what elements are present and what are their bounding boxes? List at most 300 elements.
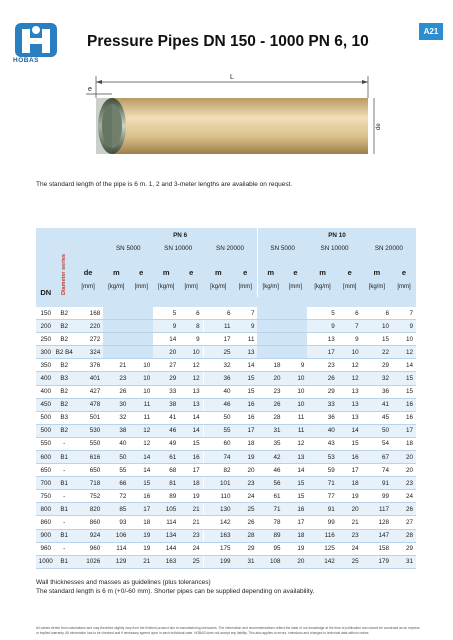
col-unit: [kg/m] — [307, 277, 337, 297]
value-cell: 7 — [338, 320, 362, 333]
table-row — [36, 320, 416, 333]
dn-cell: 500 — [36, 424, 56, 437]
value-cell: 60 — [203, 437, 233, 450]
value-cell: 8 — [179, 320, 203, 333]
value-cell: 19 — [338, 490, 362, 503]
hobas-logo-icon — [14, 21, 58, 61]
value-cell: 10 — [129, 372, 153, 385]
value-cell: 21 — [129, 555, 153, 568]
value-cell: 11 — [203, 320, 233, 333]
brand-name: HOBAS — [13, 57, 39, 64]
table-row — [36, 437, 416, 450]
value-cell: 25 — [203, 346, 233, 359]
value-cell: 50 — [103, 451, 129, 464]
value-cell: 144 — [153, 542, 179, 555]
value-cell: 27 — [153, 359, 179, 372]
value-cell: 16 — [234, 398, 258, 411]
table-row — [36, 451, 416, 464]
value-cell: 179 — [362, 555, 392, 568]
value-cell: 26 — [103, 385, 129, 398]
col-unit: [kg/m] — [362, 277, 392, 297]
value-cell: 20 — [338, 503, 362, 516]
value-cell: 13 — [307, 333, 337, 346]
value-cell: 24 — [392, 490, 416, 503]
dimensions-table — [36, 228, 416, 569]
value-cell: 99 — [362, 490, 392, 503]
value-cell: 89 — [257, 529, 283, 542]
value-cell: 11 — [234, 333, 258, 346]
table-row — [36, 411, 416, 424]
value-cell: 10 — [179, 346, 203, 359]
series-cell: B2 B4 — [56, 346, 73, 359]
value-cell: 28 — [257, 411, 283, 424]
value-cell: 27 — [392, 516, 416, 529]
col-symbol: e — [284, 254, 308, 277]
value-cell: 14 — [153, 333, 179, 346]
value-cell: 19 — [179, 490, 203, 503]
value-cell: 718 — [73, 477, 103, 490]
value-cell: 26 — [234, 516, 258, 529]
value-cell: 20 — [392, 451, 416, 464]
series-cell: B3 — [56, 411, 73, 424]
value-cell: 15 — [284, 490, 308, 503]
value-cell: 32 — [103, 411, 129, 424]
value-cell: 10 — [284, 398, 308, 411]
value-cell: 16 — [234, 411, 258, 424]
value-cell: 105 — [153, 503, 179, 516]
value-cell: 9 — [284, 359, 308, 372]
value-cell: 17 — [234, 424, 258, 437]
value-cell: 31 — [234, 555, 258, 568]
value-cell: 15 — [362, 333, 392, 346]
value-cell: 14 — [129, 451, 153, 464]
value-cell: 324 — [73, 346, 103, 359]
value-cell: 17 — [203, 333, 233, 346]
value-cell — [129, 333, 153, 346]
dn-cell: 250 — [36, 333, 56, 346]
value-cell: 9 — [392, 320, 416, 333]
value-cell: 29 — [153, 372, 179, 385]
value-cell: 19 — [129, 542, 153, 555]
table-row — [36, 516, 416, 529]
value-cell: 12 — [179, 359, 203, 372]
col-symbol: de — [73, 254, 103, 277]
value-cell: 72 — [103, 490, 129, 503]
value-cell: 860 — [73, 516, 103, 529]
value-cell: 15 — [179, 437, 203, 450]
value-cell: 108 — [257, 555, 283, 568]
value-cell: 14 — [284, 464, 308, 477]
value-cell: 53 — [307, 451, 337, 464]
length-label: L — [230, 74, 234, 81]
value-cell: 74 — [203, 451, 233, 464]
value-cell: 85 — [103, 503, 129, 516]
table-row — [36, 503, 416, 516]
col-unit: [mm] — [284, 277, 308, 297]
value-cell: 12 — [338, 359, 362, 372]
value-cell: 38 — [103, 424, 129, 437]
value-cell: 55 — [203, 424, 233, 437]
value-cell: 106 — [103, 529, 129, 542]
table-row — [36, 529, 416, 542]
value-cell: 12 — [392, 346, 416, 359]
value-cell: 71 — [307, 477, 337, 490]
value-cell — [257, 320, 283, 333]
table-row — [36, 307, 416, 320]
value-cell: 42 — [257, 451, 283, 464]
value-cell: 82 — [203, 464, 233, 477]
value-cell: 12 — [284, 437, 308, 450]
value-cell: 11 — [284, 411, 308, 424]
value-cell: 61 — [257, 490, 283, 503]
value-cell: 6 — [179, 307, 203, 320]
value-cell: 41 — [362, 398, 392, 411]
value-cell: 23 — [179, 529, 203, 542]
dn-cell: 350 — [36, 359, 56, 372]
value-cell — [284, 333, 308, 346]
footnote-tolerances: Wall thicknesses and masses as guidelines (plus tolerances) — [36, 579, 211, 586]
series-cell: B2 — [56, 307, 73, 320]
value-cell: 36 — [307, 411, 337, 424]
value-cell: 50 — [362, 424, 392, 437]
value-cell: 220 — [73, 320, 103, 333]
value-cell: 30 — [103, 398, 129, 411]
dn-cell: 150 — [36, 307, 56, 320]
col-unit: [mm] — [73, 277, 103, 297]
value-cell: 17 — [392, 424, 416, 437]
dn-cell: 200 — [36, 320, 56, 333]
value-cell: 117 — [362, 503, 392, 516]
value-cell: 14 — [338, 424, 362, 437]
col-symbol: e — [392, 254, 416, 277]
series-cell: B1 — [56, 477, 73, 490]
value-cell: 43 — [307, 437, 337, 450]
value-cell: 28 — [234, 529, 258, 542]
dn-cell: 1000 — [36, 555, 56, 568]
value-cell: 17 — [307, 346, 337, 359]
value-cell: 616 — [73, 451, 103, 464]
value-cell: 18 — [129, 516, 153, 529]
value-cell: 56 — [257, 477, 283, 490]
col-unit: [mm] — [129, 277, 153, 297]
col-unit: [kg/m] — [257, 277, 283, 297]
dn-cell: 700 — [36, 477, 56, 490]
value-cell: 20 — [392, 464, 416, 477]
value-cell — [257, 346, 283, 359]
value-cell: 11 — [129, 398, 153, 411]
value-cell: 15 — [392, 372, 416, 385]
value-cell: 114 — [103, 542, 129, 555]
pipe-drawing-icon — [82, 68, 382, 160]
value-cell: 38 — [153, 398, 179, 411]
value-cell: 99 — [307, 516, 337, 529]
series-cell: B1 — [56, 555, 73, 568]
value-cell: 12 — [179, 372, 203, 385]
dn-header: DN — [36, 254, 56, 297]
value-cell: 12 — [129, 424, 153, 437]
value-cell: 21 — [338, 516, 362, 529]
value-cell — [129, 320, 153, 333]
value-cell: 114 — [153, 516, 179, 529]
value-cell — [103, 307, 129, 320]
value-cell: 77 — [307, 490, 337, 503]
value-cell: 29 — [307, 385, 337, 398]
value-cell — [103, 320, 129, 333]
value-cell: 31 — [392, 555, 416, 568]
dn-cell: 860 — [36, 516, 56, 529]
value-cell: 10 — [392, 333, 416, 346]
value-cell — [129, 346, 153, 359]
value-cell: 23 — [257, 385, 283, 398]
pn-group-6: PN 6 — [103, 228, 257, 242]
value-cell: 40 — [203, 385, 233, 398]
value-cell: 147 — [362, 529, 392, 542]
value-cell: 33 — [153, 385, 179, 398]
dn-cell: 400 — [36, 372, 56, 385]
table-row — [36, 346, 416, 359]
value-cell: 29 — [362, 359, 392, 372]
series-cell: B2 — [56, 359, 73, 372]
value-cell: 10 — [284, 385, 308, 398]
value-cell: 7 — [234, 307, 258, 320]
value-cell: 78 — [257, 516, 283, 529]
value-cell — [129, 307, 153, 320]
value-cell: 49 — [153, 437, 179, 450]
value-cell: 50 — [203, 411, 233, 424]
dn-cell: 550 — [36, 437, 56, 450]
pn-group-10: PN 10 — [257, 228, 416, 242]
sn-group: SN 5000 — [257, 242, 307, 254]
value-cell: 20 — [234, 464, 258, 477]
value-cell: 752 — [73, 490, 103, 503]
value-cell: 13 — [179, 398, 203, 411]
value-cell: 23 — [234, 477, 258, 490]
value-cell: 35 — [257, 437, 283, 450]
value-cell: 14 — [234, 359, 258, 372]
series-cell: - — [56, 490, 73, 503]
value-cell: 91 — [362, 477, 392, 490]
value-cell: 28 — [392, 529, 416, 542]
sn-group: SN 20000 — [203, 242, 257, 254]
value-cell: 18 — [234, 437, 258, 450]
value-cell: 924 — [73, 529, 103, 542]
table-row — [36, 424, 416, 437]
value-cell: 18 — [179, 477, 203, 490]
value-cell: 11 — [284, 424, 308, 437]
value-cell: 13 — [338, 385, 362, 398]
value-cell: 40 — [307, 424, 337, 437]
dn-cell: 300 — [36, 346, 56, 359]
col-unit: [mm] — [179, 277, 203, 297]
series-cell: B2 — [56, 398, 73, 411]
value-cell — [103, 333, 129, 346]
value-cell: 15 — [129, 477, 153, 490]
value-cell: 23 — [338, 529, 362, 542]
value-cell: 14 — [179, 424, 203, 437]
value-cell: 16 — [338, 451, 362, 464]
value-cell: 20 — [284, 555, 308, 568]
value-cell: 95 — [257, 542, 283, 555]
disclaimer-line: All values derive from calculations and may therefore slightly vary from the finished product due to manufacturing tolerances. The information and recommendations reflect the state of our knowledge at the time of publication and cannot be construed as an express — [36, 626, 420, 630]
value-cell: 23 — [392, 477, 416, 490]
value-cell: 501 — [73, 411, 103, 424]
value-cell: 10 — [284, 372, 308, 385]
series-cell: B2 — [56, 385, 73, 398]
value-cell: 16 — [284, 503, 308, 516]
value-cell: 46 — [257, 464, 283, 477]
value-cell: 168 — [73, 307, 103, 320]
value-cell: 163 — [203, 529, 233, 542]
value-cell: 22 — [362, 346, 392, 359]
value-cell: 6 — [338, 307, 362, 320]
value-cell: 376 — [73, 359, 103, 372]
value-cell: 89 — [153, 490, 179, 503]
value-cell: 820 — [73, 503, 103, 516]
series-cell: - — [56, 437, 73, 450]
value-cell: 29 — [392, 542, 416, 555]
value-cell: 142 — [307, 555, 337, 568]
value-cell: 960 — [73, 542, 103, 555]
value-cell: 128 — [362, 516, 392, 529]
series-cell: - — [56, 516, 73, 529]
col-unit: [mm] — [392, 277, 416, 297]
value-cell: 20 — [257, 372, 283, 385]
diameter-series-header: Diameter series — [61, 254, 68, 295]
series-cell: B3 — [56, 372, 73, 385]
value-cell: 54 — [362, 437, 392, 450]
disclaimer-line: or implied warranty. All information has to be checked and if necessary agreed upon in each individual case. HOBAS does not accept any liability. This also applies to errors, omissions and changes to technical data without notice. — [36, 631, 370, 635]
table-row — [36, 372, 416, 385]
value-cell: 40 — [103, 437, 129, 450]
value-cell: 71 — [257, 503, 283, 516]
col-symbol: m — [257, 254, 283, 277]
value-cell: 163 — [153, 555, 179, 568]
value-cell: 74 — [362, 464, 392, 477]
value-cell: 46 — [153, 424, 179, 437]
value-cell: 12 — [129, 437, 153, 450]
table-row — [36, 398, 416, 411]
value-cell: 110 — [203, 490, 233, 503]
value-cell: 401 — [73, 372, 103, 385]
value-cell: 16 — [179, 451, 203, 464]
value-cell: 36 — [362, 385, 392, 398]
value-cell: 29 — [234, 542, 258, 555]
dn-cell: 800 — [36, 503, 56, 516]
dn-cell: 750 — [36, 490, 56, 503]
dn-cell: 900 — [36, 529, 56, 542]
value-cell: 125 — [307, 542, 337, 555]
sn-group: SN 20000 — [362, 242, 416, 254]
value-cell: 158 — [362, 542, 392, 555]
table-row — [36, 555, 416, 568]
value-cell: 530 — [73, 424, 103, 437]
dn-cell: 960 — [36, 542, 56, 555]
value-cell: 19 — [284, 542, 308, 555]
sn-group: SN 5000 — [103, 242, 153, 254]
value-cell: 93 — [103, 516, 129, 529]
value-cell: 17 — [179, 464, 203, 477]
value-cell: 19 — [234, 451, 258, 464]
value-cell — [103, 346, 129, 359]
table-row — [36, 477, 416, 490]
value-cell: 25 — [338, 555, 362, 568]
table-row — [36, 359, 416, 372]
value-cell: 10 — [129, 359, 153, 372]
value-cell: 6 — [362, 307, 392, 320]
value-cell: 31 — [257, 424, 283, 437]
intro-text: The standard length of the pipe is 6 m. 1, 2 and 3-meter lengths are available on request. — [36, 181, 293, 188]
series-cell: B2 — [56, 424, 73, 437]
value-cell: 9 — [307, 320, 337, 333]
table-row — [36, 490, 416, 503]
col-symbol: m — [103, 254, 129, 277]
col-unit: [mm] — [234, 277, 258, 297]
dn-cell: 450 — [36, 398, 56, 411]
value-cell: 9 — [179, 333, 203, 346]
value-cell: 21 — [103, 359, 129, 372]
value-cell: 24 — [234, 490, 258, 503]
col-symbol: m — [203, 254, 233, 277]
value-cell: 13 — [338, 398, 362, 411]
table-row — [36, 542, 416, 555]
value-cell: 10 — [338, 346, 362, 359]
col-symbol: e — [129, 254, 153, 277]
value-cell: 18 — [338, 477, 362, 490]
diameter-label: de — [376, 123, 382, 130]
value-cell: 16 — [392, 411, 416, 424]
value-cell: 175 — [203, 542, 233, 555]
value-cell: 46 — [203, 398, 233, 411]
value-cell: 13 — [234, 346, 258, 359]
dn-cell: 600 — [36, 451, 56, 464]
value-cell: 10 — [362, 320, 392, 333]
series-cell: - — [56, 542, 73, 555]
value-cell: 19 — [129, 529, 153, 542]
value-cell: 45 — [362, 411, 392, 424]
value-cell: 17 — [284, 516, 308, 529]
value-cell: 32 — [362, 372, 392, 385]
value-cell — [284, 346, 308, 359]
value-cell: 33 — [307, 398, 337, 411]
series-cell: - — [56, 464, 73, 477]
value-cell: 9 — [234, 320, 258, 333]
value-cell: 18 — [284, 529, 308, 542]
value-cell: 129 — [103, 555, 129, 568]
value-cell: 17 — [338, 464, 362, 477]
value-cell: 24 — [179, 542, 203, 555]
col-unit: [kg/m] — [103, 277, 129, 297]
value-cell: 15 — [338, 437, 362, 450]
value-cell: 18 — [392, 437, 416, 450]
value-cell: 130 — [203, 503, 233, 516]
series-cell: B1 — [56, 451, 73, 464]
value-cell: 5 — [153, 307, 179, 320]
col-unit: [kg/m] — [203, 277, 233, 297]
col-symbol: m — [307, 254, 337, 277]
value-cell: 21 — [179, 516, 203, 529]
value-cell: 142 — [203, 516, 233, 529]
col-symbol: e — [179, 254, 203, 277]
col-unit: [kg/m] — [153, 277, 179, 297]
col-symbol: m — [153, 254, 179, 277]
value-cell: 25 — [234, 503, 258, 516]
value-cell: 116 — [307, 529, 337, 542]
value-cell: 68 — [153, 464, 179, 477]
value-cell: 9 — [338, 333, 362, 346]
value-cell — [257, 333, 283, 346]
value-cell: 12 — [338, 372, 362, 385]
value-cell: 15 — [234, 372, 258, 385]
